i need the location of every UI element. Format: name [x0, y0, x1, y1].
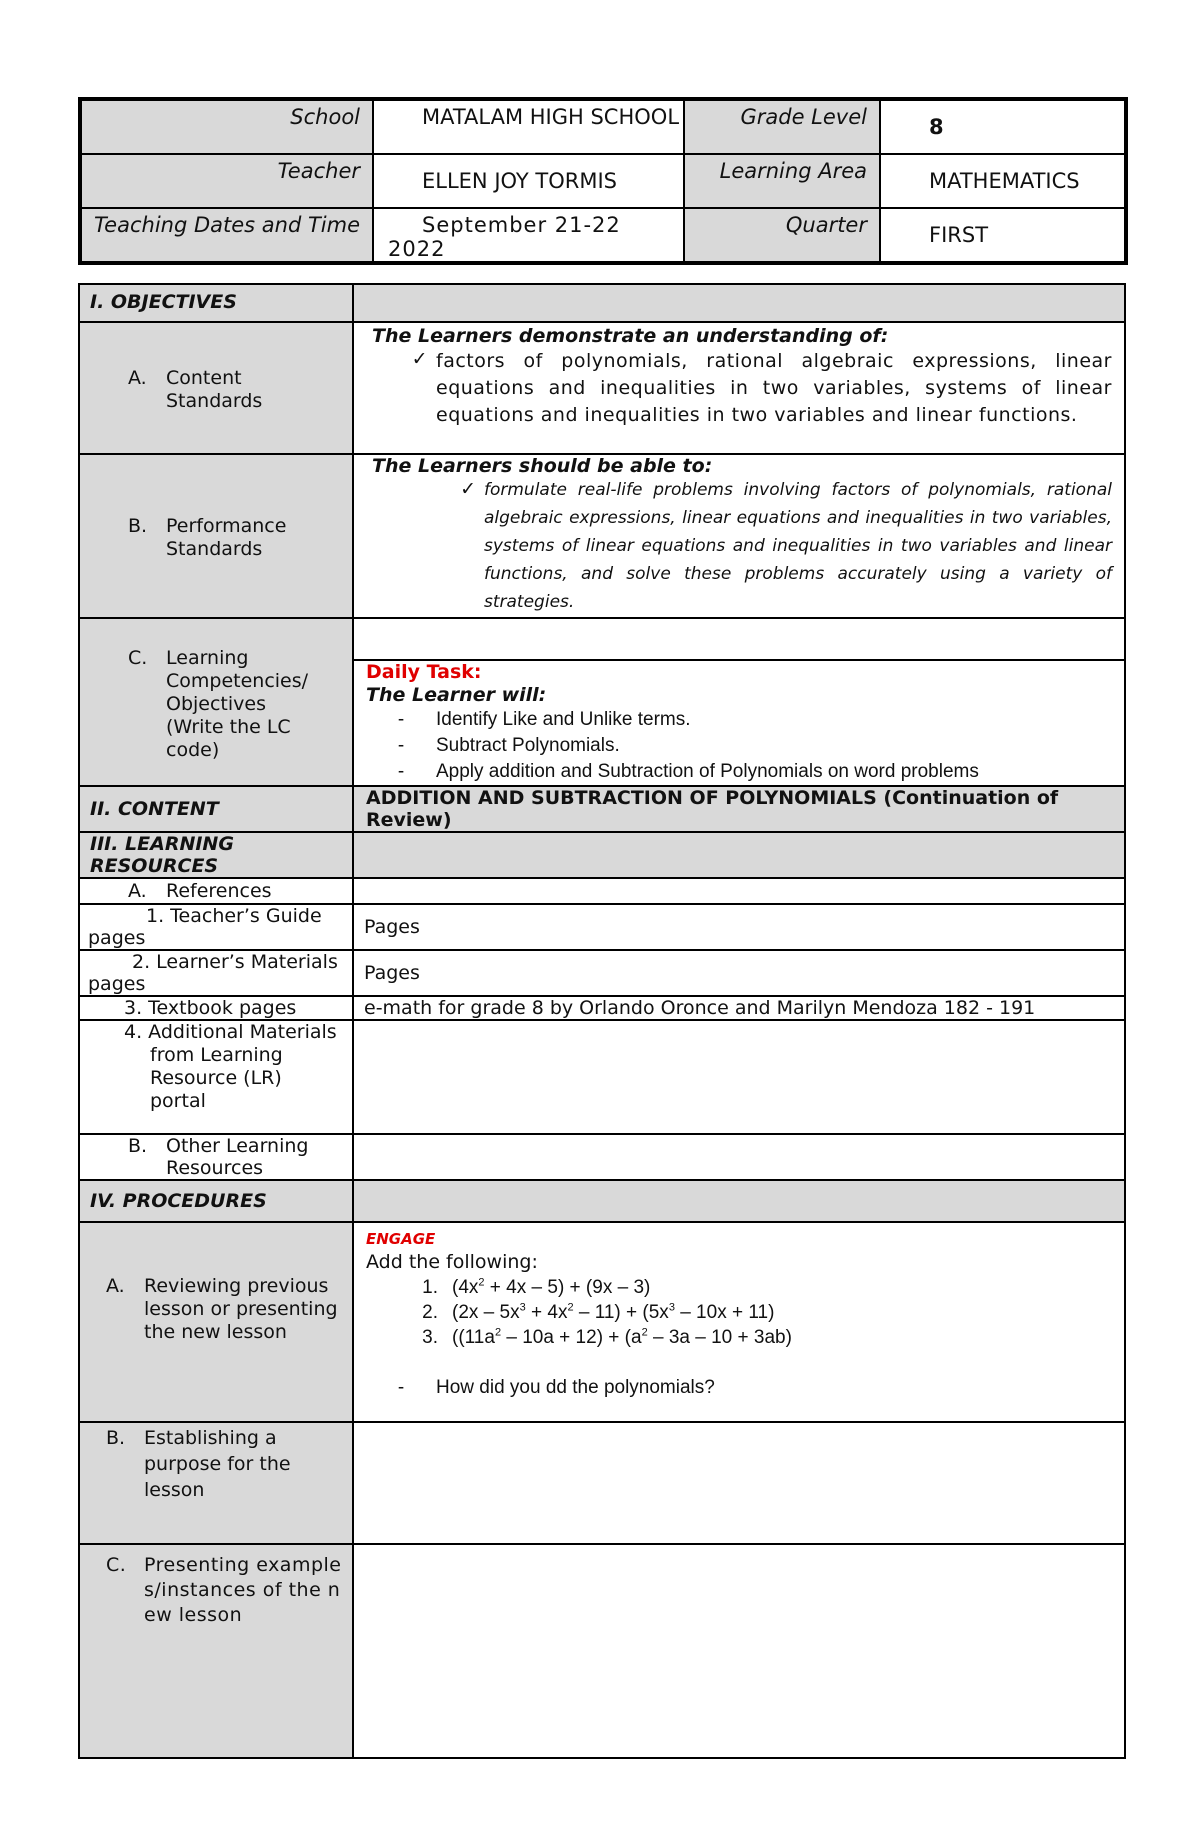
header-table: [78, 97, 1128, 265]
teaching-dates-value: September 21-22 2022: [373, 208, 684, 263]
performance-standards-cell: [353, 454, 1125, 618]
learners-materials-label: 2. Learner’s Materials pages: [79, 950, 353, 996]
performance-standards-text: formulate real-life problems involving factors of polynomials, rational algebraic expressions, linear equations and inequalities in two variables, systems of linear equations and inequalities in two variables and linear functions, and solve these problems accurately using a variety of strategies.: [484, 480, 1112, 612]
content-value: ADDITION AND SUBTRACTION OF POLYNOMIALS (Continuation of Review): [353, 786, 1125, 832]
textbook-label: 3. Textbook pages: [79, 996, 353, 1020]
performance-standards-label: B. Performance Standards: [79, 454, 353, 618]
lesson-plan-table: [78, 283, 1126, 1759]
dash-bullet: -: [397, 709, 405, 730]
dash-bullet: -: [397, 735, 405, 756]
dash-bullet: -: [397, 1377, 405, 1398]
learners-materials-value: Pages: [353, 950, 1125, 996]
daily-task-cell: [353, 660, 1125, 786]
teaching-dates-label: Teaching Dates and Time: [80, 208, 373, 263]
additional-materials-label: 4. Additional Materials from Learning Resource (LR) portal: [79, 1020, 353, 1134]
teachers-guide-label: 1. Teacher’s Guide pages: [79, 904, 353, 950]
objectives-heading: I. OBJECTIVES: [79, 284, 353, 322]
establishing-purpose-label: B. Establishing a purpose for the lesson: [79, 1422, 353, 1544]
list-item: - Apply addition and Subtraction of Polynomials on word problems: [366, 759, 1112, 785]
textbook-value: e-math for grade 8 by Orlando Oronce and Marilyn Mendoza 182 - 191: [353, 996, 1125, 1020]
performance-standards-intro: The Learners should be able to:: [372, 455, 713, 477]
quarter-label: Quarter: [684, 208, 880, 263]
school-label: School: [80, 99, 373, 154]
add-following-label: Add the following:: [366, 1251, 538, 1273]
grade-value: 8: [880, 99, 1126, 154]
content-standards-text: factors of polynomials, rational algebraic expressions, linear equations and inequalities in two variables, systems of linear equations and inequalities in two variables and linear functions.: [436, 350, 1112, 426]
check-mark-icon: ✓: [411, 348, 428, 370]
content-heading: II. CONTENT: [79, 786, 353, 832]
list-item: 3. ($(11a^2 - 10a + 12) + (a^2 - 3a - 10 + 3ab)$: [422, 1326, 792, 1348]
grade-label: Grade Level: [684, 99, 880, 154]
content-standards-cell: [353, 322, 1125, 454]
teachers-guide-value: Pages: [353, 904, 1125, 950]
list-item: 2. $(2x - 5x^3 + 4x^2 - 11) + (5x^3 - 10x + 11)$: [422, 1301, 775, 1323]
engage-label: ENGAGE: [366, 1230, 436, 1248]
references-label: A. References: [79, 878, 353, 904]
teacher-value: ELLEN JOY TORMIS: [373, 154, 684, 208]
list-item: - Identify Like and Unlike terms.: [366, 707, 1112, 733]
learning-area-value: MATHEMATICS: [880, 154, 1126, 208]
check-mark-icon: ✓: [460, 478, 476, 500]
list-item: - Subtract Polynomials.: [366, 733, 1112, 759]
content-standards-intro: The Learners demonstrate an understanding of:: [372, 325, 889, 347]
learner-will-label: The Learner will:: [366, 684, 547, 706]
school-value: MATALAM HIGH SCHOOL: [373, 99, 684, 154]
procedures-heading: IV. PROCEDURES: [79, 1180, 353, 1222]
engage-cell: [353, 1222, 1125, 1422]
learning-competencies-label: C. Learning Competencies/ Objectives (Write the LC code): [79, 618, 353, 786]
learning-resources-heading: III. LEARNING RESOURCES: [79, 832, 353, 878]
list-item: 1. $(4x^2 + 4x - 5) + (9x - 3)$: [422, 1276, 651, 1298]
teacher-label: Teacher: [80, 154, 373, 208]
dash-bullet: -: [397, 761, 405, 782]
quarter-value: FIRST: [880, 208, 1126, 263]
list-item: - How did you dd the polynomials?: [366, 1375, 1112, 1400]
content-standards-label: A. Content Standards: [79, 322, 353, 454]
daily-task-label: Daily Task:: [366, 661, 482, 683]
other-resources-label: B. Other Learning Resources: [79, 1134, 353, 1180]
presenting-examples-label: C. Presenting examples/instances of the new lesson: [79, 1544, 353, 1758]
reviewing-lesson-label: A. Reviewing previous lesson or presenting the new lesson: [79, 1222, 353, 1422]
learning-area-label: Learning Area: [684, 154, 880, 208]
